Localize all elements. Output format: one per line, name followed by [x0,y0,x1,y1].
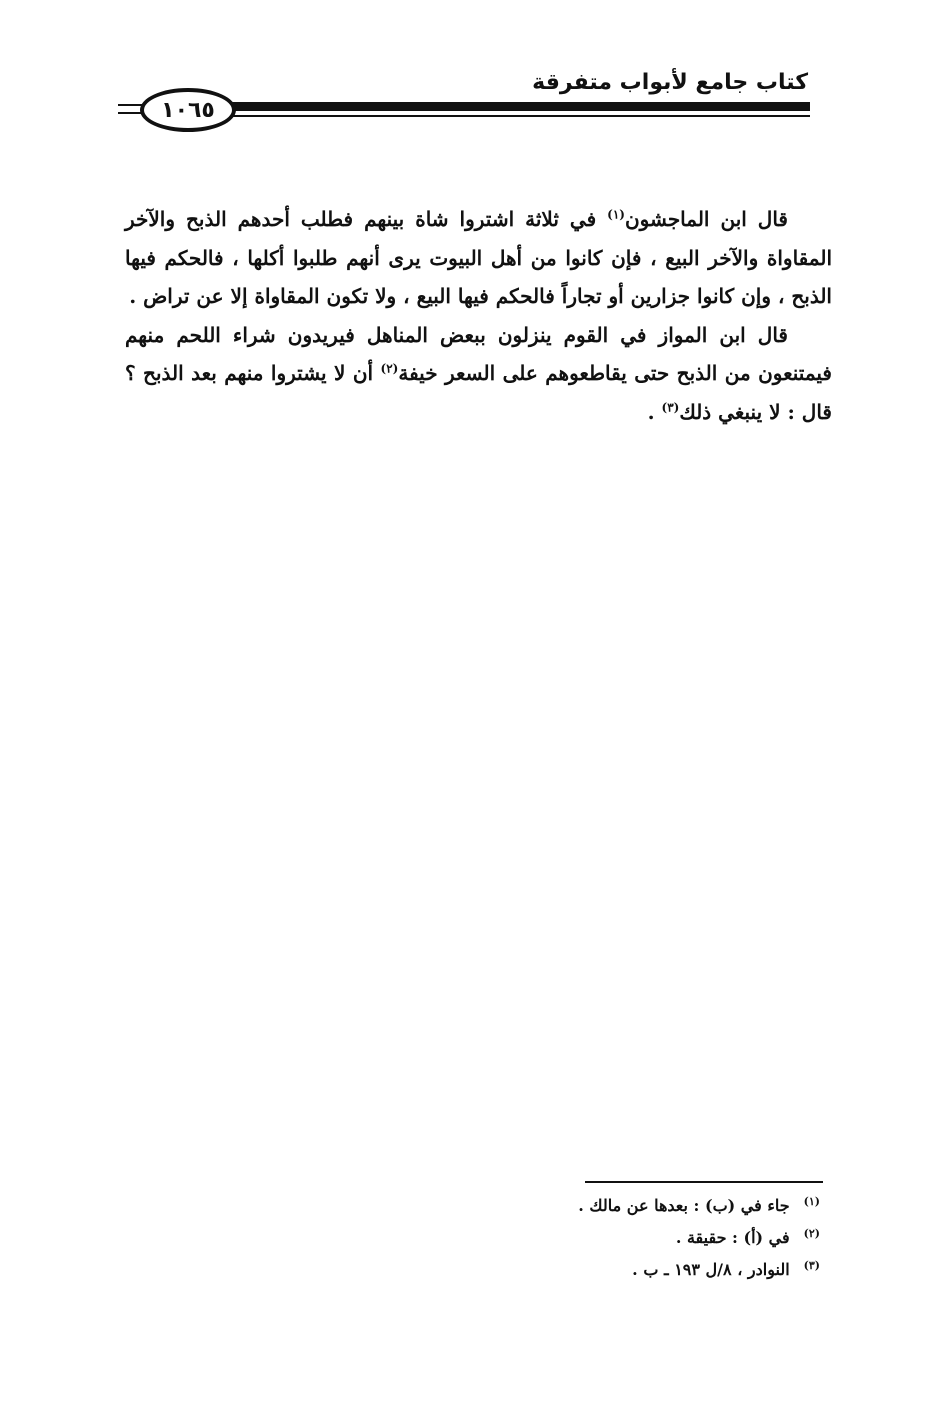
main-text [125,200,832,431]
paragraph-1 [125,200,832,316]
footnote-ref-2: (٢) [380,361,399,376]
footnote-2-text: في (أ) : حقيقة . [675,1228,790,1247]
footnote-3-text: النوادر ، ٨/ل ١٩٣ ـ ب . [632,1260,790,1279]
footnote-ref-1: (١) [607,207,625,222]
footnote-ref-3: (٣) [661,399,680,414]
footnote-1-text: جاء في (ب) : بعدها عن مالك . [578,1196,790,1215]
paragraph-2 [125,316,832,432]
footnote-separator [585,1181,823,1183]
paragraph-2-text-b: أن لا يشتروا منهم بعد الذبح ؟ قال : لا ينبغي ذلك [125,361,832,424]
header-rule-thin [198,115,810,117]
paragraph-2-text-c: . [647,399,662,424]
footnote-1: (١)جاء في (ب) : بعدها عن مالك . [578,1194,820,1215]
page-number-ornament [140,88,236,132]
footnotes [320,1190,820,1286]
footnote-3: (٣)النوادر ، ٨/ل ١٩٣ ـ ب . [632,1258,820,1279]
paragraph-2-text-a: قال ابن المواز في القوم ينزلون ببعض المناهل فيريدون شراء اللحم منهم فيمتنعون من الذبح حتى يقاطعوهم على السعر خيفة [125,322,832,385]
running-title: كتاب جامع لأبواب متفرقة [532,70,808,95]
page-number: ١٠٦٥ [161,97,215,123]
footnote-2: (٢)في (أ) : حقيقة . [675,1226,820,1247]
paragraph-1-text-b: في ثلاثة اشتروا شاة بينهم فطلب أحدهم الذبح والآخر المقاواة والآخر البيع ، فإن كانوا من أهل البيوت يرى أنهم طلبوا أكلها ، فالحكم فيها الذبح ، وإن كانوا جزارين أو تجاراً فالحكم فيها البيع ، ولا تكون المقاواة إلا عن تراض . [125,207,832,308]
paragraph-1-text-a: قال ابن الماجشون [624,207,788,231]
header-rule [200,102,810,111]
